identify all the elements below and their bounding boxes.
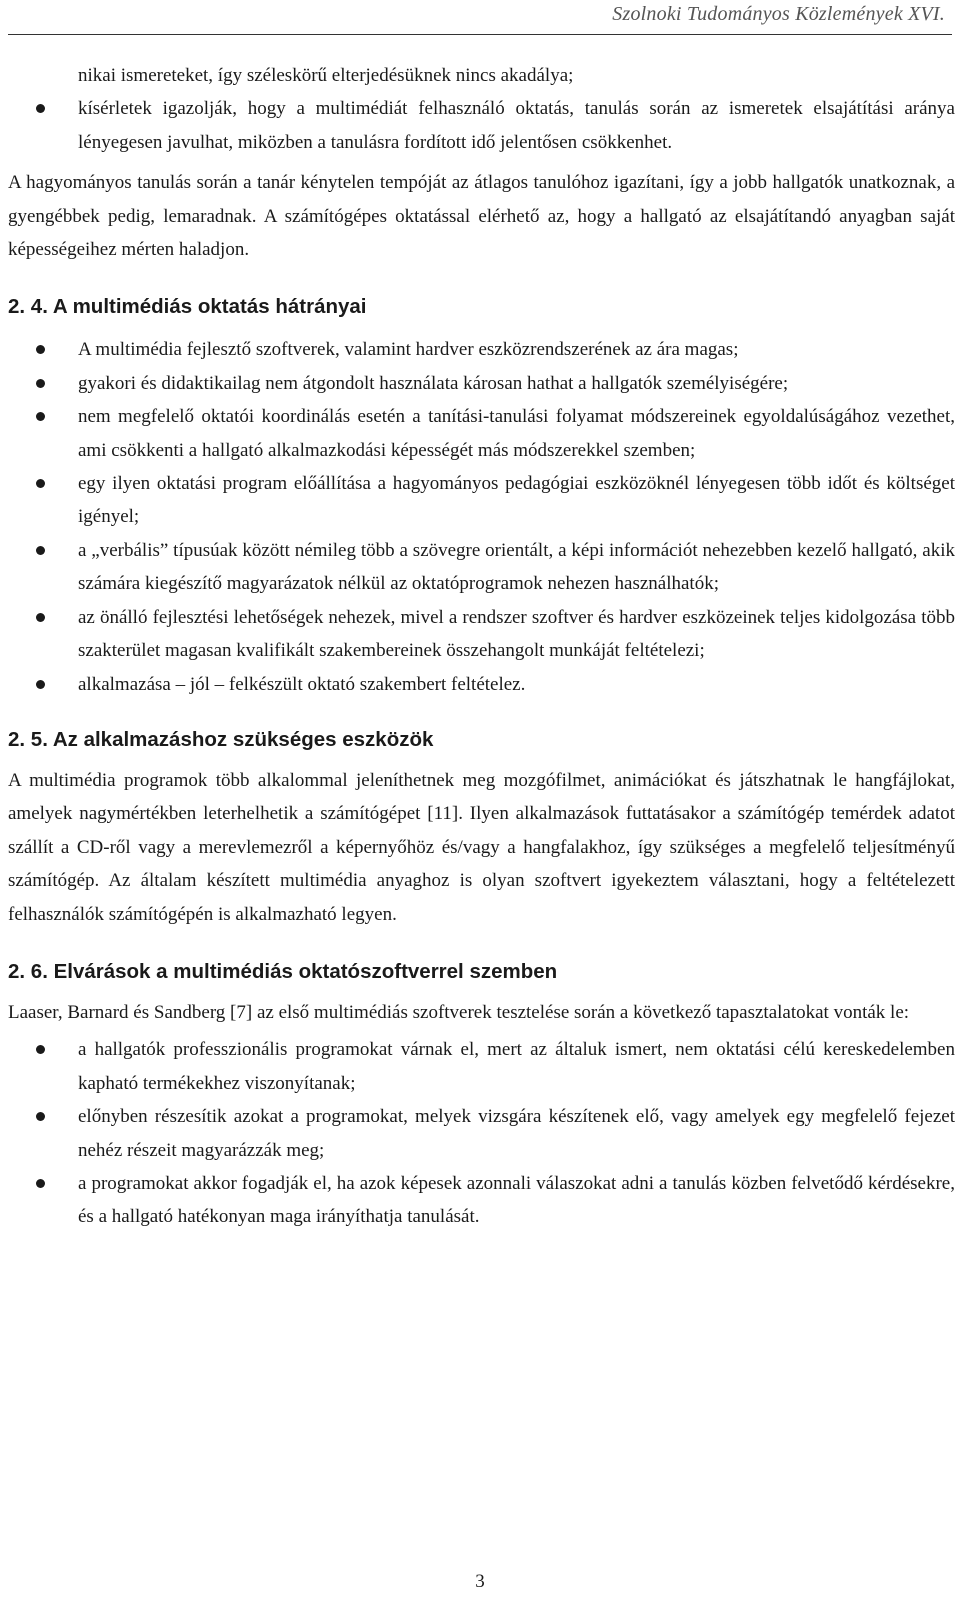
list-item: nem megfelelő oktatói koordinálás esetén a tanítási-tanulási folyamat módszereinek egyoldalúságához vezethet, ami csökkenti a hallgató alkalmazkodási képességét más módszerekkel szemben; — [8, 400, 955, 467]
page-number: 3 — [475, 1571, 485, 1592]
list-item: A multimédia fejlesztő szoftverek, valamint hardver eszközrendszerének az ára magas; — [8, 333, 955, 366]
journal-title: Szolnoki Tudományos Közlemények XVI. — [612, 3, 945, 25]
list-item: gyakori és didaktikailag nem átgondolt használata károsan hathat a hallgatók személyiségére; — [8, 367, 955, 400]
list-item: egy ilyen oktatási program előállítása a hagyományos pedagógiai eszközöknél lényegesen több időt és költséget igényel; — [8, 467, 955, 534]
list-item: a programokat akkor fogadják el, ha azok képesek azonnali válaszokat adni a tanulás közben felvetődő kérdésekre, és a hallgató hatékonyan maga irányíthatja tanulását. — [8, 1167, 955, 1234]
list-item: nikai ismereteket, így széleskörű elterjedésüknek nincs akadálya; — [78, 65, 574, 86]
paragraph-expectations-intro: Laaser, Barnard és Sandberg [7] az első multimédiás szoftverek tesztelése során a következő tapasztalatokat vonták le: — [8, 1001, 910, 1023]
list-item: a hallgatók professzionális programokat várnak el, mert az általuk ismert, nem oktatási célú kereskedelemben kapható termékekhez viszonyítanak; — [8, 1033, 955, 1100]
section-heading-2-6: 2. 6. Elvárások a multimédiás oktatószoftverrel szemben — [8, 959, 558, 983]
list-item: az önálló fejlesztési lehetőségek nehezek, mivel a rendszer szoftver és hardver eszközeinek teljes kidolgozása több szakterület magasan kvalifikált szakembereinek összehangolt munkáját feltételezi; — [8, 601, 955, 668]
expectations-bullet-list — [8, 1033, 955, 1233]
disadvantages-bullet-list — [8, 333, 955, 700]
intro-bullet-list — [8, 59, 955, 159]
list-item: alkalmazása – jól – felkészült oktató szakembert feltételez. — [8, 668, 955, 701]
paragraph-required-tools: A multimédia programok több alkalommal jeleníthetnek meg mozgófilmet, animációkat és játszhatnak le hangfájlokat, amelyek nagymértékben leterhelhetik a számítógépet [11]. Ilyen alkalmazások futtatásakor a számítógép temérdek adatot szállít a CD-ről vagy a merevlemezről a képernyőhöz és/vagy a hangfalakhoz, így szükséges a megfelelő teljesítményű számítógép. Az általam készített multimédia anyaghoz is olyan szoftvert igyekeztem választani, hogy a feltételezett felhasználók számítógépén is alkalmazható legyen. — [8, 769, 955, 925]
list-item: előnyben részesítik azokat a programokat, melyek vizsgára készítenek elő, vagy amelyek egy megfelelő fejezet nehéz részeit magyarázzák meg; — [8, 1100, 955, 1167]
section-heading-2-5: 2. 5. Az alkalmazáshoz szükséges eszközök — [8, 727, 434, 751]
paragraph-traditional-learning: A hagyományos tanulás során a tanár kénytelen tempóját az átlagos tanulóhoz igazítani, így a jobb hallgatók unatkoznak, a gyengébbek pedig, lemaradnak. A számítógépes oktatással elérhető az, hogy a hallgató az elsajátítandó anyagban saját képességeihez mérten haladjon. — [8, 172, 955, 261]
section-heading-2-4: 2. 4. A multimédiás oktatás hátrányai — [8, 295, 367, 319]
list-item: a „verbális” típusúak között némileg több a szövegre orientált, a képi információt nehezebben kezelő hallgató, akik számára kiegészítő magyarázatok nélkül az oktatóprogramok nehezen használhatók; — [8, 534, 955, 601]
header-divider — [8, 34, 952, 35]
page-body — [8, 59, 955, 1234]
list-item: kísérletek igazolják, hogy a multimédiát felhasználó oktatás, tanulás során az ismeretek elsajátítási aránya lényegesen javulhat, miközben a tanulásra fordított idő jelentősen csökkenhet. — [8, 92, 955, 159]
